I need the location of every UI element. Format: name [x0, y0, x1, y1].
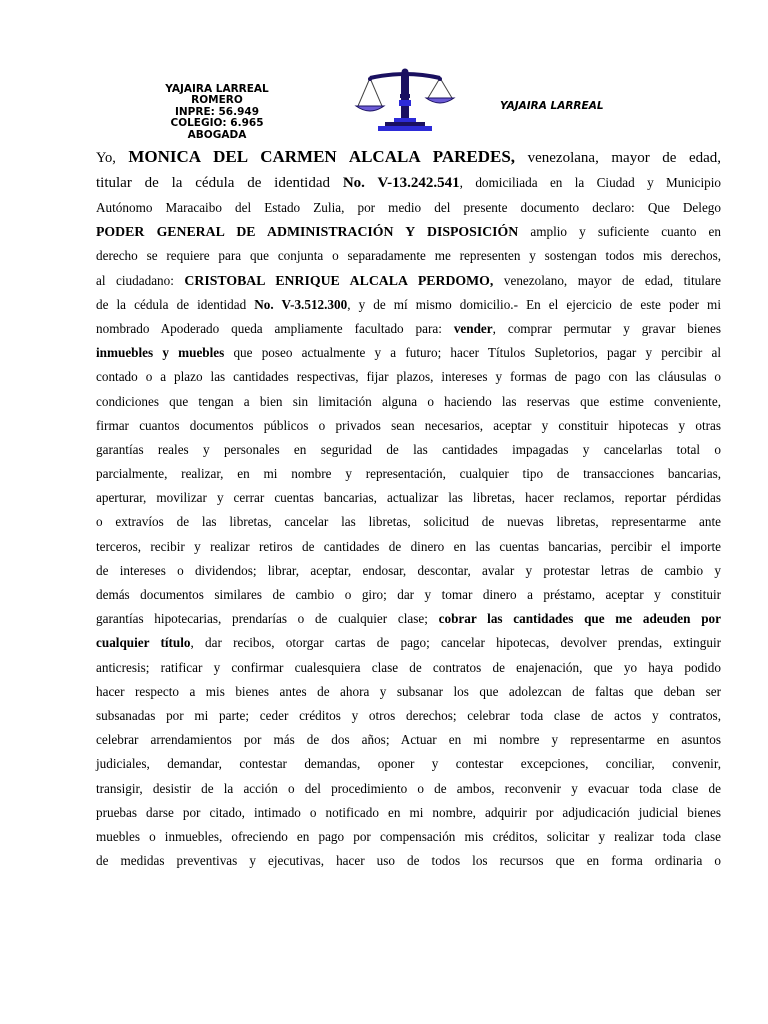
text-run: , comprar permutar y gravar bienes [492, 320, 721, 336]
lawyer-colegio: COLEGIO: 6.965 [170, 117, 264, 130]
body-line: firmar cuantos documentos públicos o privados sean necesarios, aceptar y constituir hipotecas y otras [96, 417, 721, 433]
document-body [96, 144, 721, 873]
body-line: condiciones que tengan a bien sin limitación alguna o haciendo las reservas que estime conveniente, [96, 393, 721, 409]
bold-term: cobrar las cantidades que me adeuden por [438, 611, 721, 627]
lawyer-info-block [150, 83, 284, 141]
body-line [96, 607, 721, 631]
body-line [96, 631, 721, 655]
body-line [96, 317, 721, 341]
text-run: Yo, [96, 150, 129, 166]
text-run: , dar recibos, otorgar cartas de pago; cancelar hipotecas, devolver prendas, extinguir [190, 635, 721, 651]
body-line [96, 269, 721, 293]
text-run: de la cédula de identidad [96, 296, 255, 312]
text-run: , y de mí mismo domicilio.- En el ejercicio de este poder mi [347, 296, 721, 312]
text-run: titular de la cédula de identidad [96, 175, 343, 191]
scales-of-justice-icon [352, 68, 458, 136]
body-line: hacer respecto a mis bienes antes de ahora y subsanar los que adolezcan de faltas que deban ser [96, 683, 721, 699]
body-line: terceros, recibir y realizar retiros de cantidades de dinero en las cuentas bancarias, percibir el importe [96, 538, 721, 554]
body-line: parcialmente, realizar, en mi nombre y representación, cualquier tipo de transacciones bancarias, [96, 466, 721, 482]
bold-term: vender [453, 320, 493, 336]
body-line [96, 144, 721, 170]
lawyer-name-line-1: YAJAIRA LARREAL [165, 83, 269, 95]
body-line: contado o a plazo las cantidades respectivas, fijar plazos, intereses y formas de pago con las cláusulas o [96, 369, 721, 385]
body-line: anticresis; ratificar y confirmar cualesquiera clase de contratos de enajenación, que yo haya podido [96, 659, 721, 675]
bold-term: cualquier título [96, 635, 191, 651]
text-run: garantías hipotecarias, prendarías o de cualquier clase; [96, 611, 439, 627]
body-line: o extravíos de las libretas, cancelar las libretas, solicitud de nuevas libretas, representarme ante [96, 514, 721, 530]
text-run: , domiciliada en la Ciudad y Municipio [459, 175, 721, 190]
body-line [96, 293, 721, 317]
body-line [96, 220, 721, 244]
text-run: nombrado Apoderado queda ampliamente facultado para: [96, 320, 454, 336]
attorney-name: CRISTOBAL ENRIQUE ALCALA PERDOMO, [184, 272, 494, 288]
body-line: transigir, desistir de la acción o del procedimiento o de ambos, reconvenir y evacuar toda clase de [96, 780, 721, 796]
body-line [96, 170, 721, 196]
lawyer-title: ABOGADA [187, 128, 247, 141]
grantor-name: MONICA DEL CARMEN ALCALA PAREDES, [128, 147, 516, 166]
body-line: garantías reales y personales en seguridad de las cantidades impagadas y cancelarlas total o [96, 441, 721, 457]
body-line: de medidas preventivas y ejecutivas, hacer uso de todos los recursos que en forma ordinaria o [96, 853, 721, 869]
lawyer-name-line-2: ROMERO [191, 94, 243, 107]
lawyer-inpre: INPRE: 56.949 [174, 105, 260, 118]
body-line: subsanadas por mi parte; ceder créditos y otros derechos; celebrar toda clase de actos y contratos, [96, 707, 721, 723]
attorney-id: No. V-3.512.300 [254, 296, 348, 312]
body-line: demás documentos similares de cambio o giro; dar y tomar dinero a préstamo, aceptar y constituir [96, 587, 721, 602]
body-line: derecho se requiere para que conjunta o separadamente me representen y sostengan todos mis derechos, [96, 248, 721, 264]
body-line: muebles o inmuebles, ofreciendo en pago por compensación mis créditos, solicitar y realizar toda clase [96, 828, 721, 844]
body-line: aperturar, movilizar y cerrar cuentas bancarias, actualizar las libretas, hacer reclamos, reportar pérdidas [96, 490, 721, 506]
body-line: pruebas darse por citado, intimado o notificado en mi nombre, adquirir por adjudicación judicial bienes [96, 804, 721, 820]
body-line [96, 341, 721, 365]
text-run: venezolana, mayor de edad, [515, 150, 722, 166]
bold-term: inmuebles y muebles [96, 345, 225, 361]
body-line: judiciales, demandar, contestar demandas, oponer y contestar excepciones, conciliar, convenir, [96, 756, 721, 772]
text-run: amplio y suficiente cuanto en [518, 224, 721, 240]
body-line: de intereses o dividendos; librar, aceptar, endosar, descontar, avalar y protestar letras de cambio y [96, 562, 721, 578]
power-title: PODER GENERAL DE ADMINISTRACIÓN Y DISPOSICIÓN [96, 224, 519, 240]
body-line: Autónomo Maracaibo del Estado Zulia, por medio del presente documento declaro: Que Delego [96, 200, 721, 215]
header-right-name: YAJAIRA LARREAL [500, 100, 604, 112]
text-run: venezolano, mayor de edad, titulare [493, 272, 721, 288]
text-run: que poseo actualmente y a futuro; hacer Títulos Supletorios, pagar y percibir al [224, 345, 721, 361]
body-line: celebrar arrendamientos por más de dos años; Actuar en mi nombre y representarme en asuntos [96, 732, 721, 748]
grantor-id: No. V-13.242.541 [342, 175, 460, 191]
text-run: al ciudadano: [96, 272, 185, 288]
